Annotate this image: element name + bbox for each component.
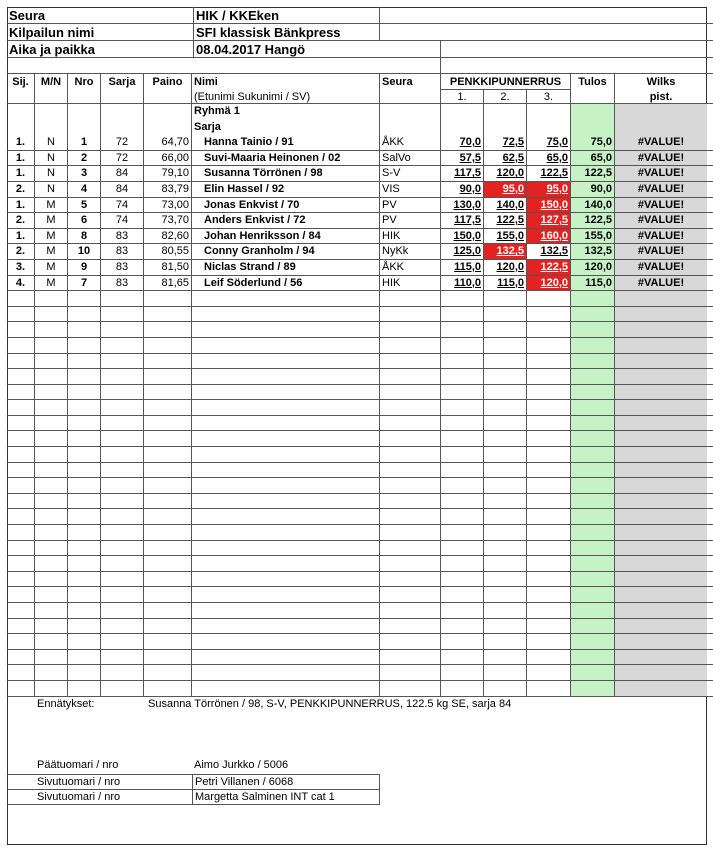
athlete-number: 3 [68,166,101,181]
empty-row [7,322,713,338]
athlete-class: 84 [101,182,144,197]
athlete-total: 140,0 [571,198,615,213]
col-attempt-3: 3. [527,90,571,103]
athlete-weight: 82,60 [144,229,192,244]
athlete-class: 74 [101,213,144,228]
attempt-2[interactable]: 120,0 [484,166,527,181]
empty-row [7,541,713,557]
aika-value[interactable]: 08.04.2017 Hangö [194,41,441,57]
athlete-club: S-V [380,166,441,181]
athlete-place: 3. [7,260,35,275]
attempt-3[interactable]: 160,0 [527,229,571,244]
athlete-number: 8 [68,229,101,244]
athlete-number: 2 [68,151,101,166]
athlete-total: 75,0 [571,135,615,150]
athlete-weight: 66,00 [144,151,192,166]
athlete-class: 83 [101,276,144,291]
attempt-3[interactable]: 127,5 [527,213,571,228]
athlete-gender: M [35,276,68,291]
athlete-row[interactable] [7,229,713,245]
seura-label: Seura [7,7,194,23]
group-ryhma: Ryhmä 1 [192,104,380,120]
athlete-total: 122,5 [571,213,615,228]
athlete-weight: 64,70 [144,135,192,150]
sivutuomari1-label: Sivutuomari / nro [37,775,121,788]
empty-row [7,587,713,603]
athlete-row[interactable] [7,244,713,260]
attempt-1[interactable]: 110,0 [441,276,484,291]
athlete-name: Anders Enkvist / 72 [192,213,380,228]
empty-row [7,400,713,416]
group-sarja: Sarja [192,120,380,136]
athlete-class: 84 [101,166,144,181]
attempt-1[interactable]: 70,0 [441,135,484,150]
athlete-number: 5 [68,198,101,213]
athlete-club: SalVo [380,151,441,166]
attempt-2[interactable]: 62,5 [484,151,527,166]
seura-value[interactable]: HIK / KKEken [194,7,380,23]
athlete-class: 83 [101,244,144,259]
athlete-name: Elin Hassel / 92 [192,182,380,197]
athlete-row[interactable] [7,213,713,229]
athlete-class: 83 [101,260,144,275]
judge-row-side2 [7,789,380,805]
athlete-weight: 73,00 [144,198,192,213]
wilks-points: #VALUE! [615,229,707,244]
athlete-weight: 80,55 [144,244,192,259]
attempt-3[interactable]: 122,5 [527,166,571,181]
empty-row [7,619,713,635]
attempt-2[interactable]: 155,0 [484,229,527,244]
attempt-3[interactable]: 75,0 [527,135,571,150]
attempt-3[interactable]: 132,5 [527,244,571,259]
athlete-number: 1 [68,135,101,150]
empty-row [7,385,713,401]
empty-row [7,525,713,541]
athlete-class: 72 [101,151,144,166]
athlete-gender: N [35,151,68,166]
records-row [7,697,713,713]
col-nimi-sub: (Etunimi Sukunimi / SV) [192,90,380,103]
athlete-club: ÅKK [380,260,441,275]
attempt-3[interactable]: 122,5 [527,260,571,275]
athlete-club: PV [380,213,441,228]
empty-row [7,556,713,572]
athlete-class: 74 [101,198,144,213]
judge-row-main [7,758,713,774]
athlete-gender: N [35,135,68,150]
athlete-weight: 81,65 [144,276,192,291]
athlete-place: 1. [7,151,35,166]
kilpailu-label: Kilpailun nimi [7,24,194,40]
athlete-name: Jonas Enkvist / 70 [192,198,380,213]
wilks-points: #VALUE! [615,244,707,259]
athlete-gender: M [35,229,68,244]
empty-row [7,338,713,354]
athlete-weight: 81,50 [144,260,192,275]
wilks-points: #VALUE! [615,260,707,275]
athlete-number: 9 [68,260,101,275]
athlete-row[interactable] [7,151,713,167]
athlete-place: 1. [7,166,35,181]
col-mn: M/N [35,74,68,90]
spacer-row [7,58,713,74]
attempt-1[interactable]: 115,0 [441,260,484,275]
wilks-points: #VALUE! [615,276,707,291]
athlete-club: ÅKK [380,135,441,150]
athlete-total: 90,0 [571,182,615,197]
meta-row-kilpailu [7,24,713,41]
empty-row [7,291,713,307]
athlete-total: 120,0 [571,260,615,275]
athlete-row[interactable] [7,182,713,198]
empty-row [7,431,713,447]
attempt-1[interactable]: 125,0 [441,244,484,259]
athlete-gender: M [35,260,68,275]
empty-row [7,665,713,681]
athlete-place: 1. [7,198,35,213]
attempt-2[interactable]: 140,0 [484,198,527,213]
athlete-place: 1. [7,135,35,150]
judge-row-side1 [7,774,380,790]
athlete-place: 2. [7,244,35,259]
athlete-number: 4 [68,182,101,197]
empty-row [7,416,713,432]
group-row-sarja [7,120,713,136]
records-label: Ennätykset: [37,697,95,710]
sivutuomari2-value[interactable]: Margetta Salminen INT cat 1 [192,790,380,804]
athlete-total: 122,5 [571,166,615,181]
athlete-gender: M [35,198,68,213]
aika-label: Aika ja paikka [7,41,194,57]
athlete-total: 65,0 [571,151,615,166]
col-nro: Nro [68,74,101,90]
empty-row [7,447,713,463]
column-header-row2 [7,90,713,104]
athlete-row[interactable] [7,276,713,292]
attempt-2[interactable]: 115,0 [484,276,527,291]
attempt-1[interactable]: 117,5 [441,166,484,181]
attempt-1[interactable]: 130,0 [441,198,484,213]
athlete-place: 2. [7,182,35,197]
attempt-2[interactable]: 95,0 [484,182,527,197]
attempt-3[interactable]: 95,0 [527,182,571,197]
empty-row [7,650,713,666]
athlete-gender: N [35,182,68,197]
col-lift: PENKKIPUNNERRUS [441,74,571,90]
empty-row [7,369,713,385]
attempt-2[interactable]: 132,5 [484,244,527,259]
athlete-row[interactable] [7,135,713,151]
empty-row [7,603,713,619]
athlete-number: 10 [68,244,101,259]
athlete-name: Conny Granholm / 94 [192,244,380,259]
wilks-points: #VALUE! [615,213,707,228]
empty-row [7,354,713,370]
empty-row [7,634,713,650]
athlete-club: VIS [380,182,441,197]
attempt-1[interactable]: 90,0 [441,182,484,197]
athlete-place: 2. [7,213,35,228]
athlete-club: PV [380,198,441,213]
empty-row [7,681,713,697]
athlete-gender: M [35,213,68,228]
attempt-2[interactable]: 120,0 [484,260,527,275]
group-row-ryhma [7,104,713,120]
athlete-club: NyKk [380,244,441,259]
col-sij: Sij. [7,74,35,90]
athlete-row[interactable] [7,260,713,276]
empty-row [7,463,713,479]
col-sarja: Sarja [101,74,144,90]
attempt-2[interactable]: 72,5 [484,135,527,150]
col-attempt-1: 1. [441,90,484,103]
empty-row [7,509,713,525]
athlete-gender: M [35,244,68,259]
wilks-points: #VALUE! [615,198,707,213]
athlete-place: 4. [7,276,35,291]
empty-row [7,307,713,323]
athlete-table [7,135,713,291]
athlete-total: 132,5 [571,244,615,259]
athlete-name: Hanna Tainio / 91 [192,135,380,150]
athlete-total: 155,0 [571,229,615,244]
wilks-points: #VALUE! [615,166,707,181]
col-paino: Paino [144,74,192,90]
athlete-name: Suvi-Maaria Heinonen / 02 [192,151,380,166]
athlete-weight: 73,70 [144,213,192,228]
attempt-3[interactable]: 150,0 [527,198,571,213]
athlete-name: Susanna Törrönen / 98 [192,166,380,181]
empty-row [7,572,713,588]
meta-row-seura [7,7,713,24]
meta-row-aika [7,41,713,58]
athlete-name: Leif Söderlund / 56 [192,276,380,291]
col-wilks-sub: pist. [649,91,673,103]
athlete-row[interactable] [7,198,713,214]
athlete-club: HIK [380,276,441,291]
result-sheet [7,7,713,805]
athlete-name: Niclas Strand / 89 [192,260,380,275]
athlete-number: 7 [68,276,101,291]
attempt-3[interactable]: 120,0 [527,276,571,291]
athlete-weight: 79,10 [144,166,192,181]
col-attempt-2: 2. [484,90,527,103]
athlete-class: 72 [101,135,144,150]
athlete-weight: 83,79 [144,182,192,197]
col-wilks: Wilks [646,76,676,88]
paatuomari-label: Päätuomari / nro [37,759,119,772]
col-tulos: Tulos [571,74,615,90]
col-nimi: Nimi [192,74,380,90]
wilks-points: #VALUE! [615,182,707,197]
attempt-1[interactable]: 57,5 [441,151,484,166]
empty-row [7,478,713,494]
athlete-row[interactable] [7,166,713,182]
kilpailu-value[interactable]: SFI klassisk Bänkpress [194,24,380,40]
athlete-club: HIK [380,229,441,244]
records-value[interactable]: Susanna Törrönen / 98, S-V, PENKKIPUNNERRUS, 122.5 kg SE, sarja 84 [148,697,512,710]
sivutuomari1-value[interactable]: Petri Villanen / 6068 [192,775,380,790]
sivutuomari2-label: Sivutuomari / nro [37,791,121,804]
athlete-name: Johan Henriksson / 84 [192,229,380,244]
athlete-class: 83 [101,229,144,244]
column-header-row1 [7,74,713,90]
empty-row [7,494,713,510]
attempt-2[interactable]: 122,5 [484,213,527,228]
attempt-1[interactable]: 150,0 [441,229,484,244]
wilks-points: #VALUE! [615,151,707,166]
athlete-total: 115,0 [571,276,615,291]
attempt-3[interactable]: 65,0 [527,151,571,166]
paatuomari-value[interactable]: Aimo Jurkko / 5006 [194,759,289,772]
empty-rows [7,291,713,696]
attempt-1[interactable]: 117,5 [441,213,484,228]
wilks-points: #VALUE! [615,135,707,150]
col-seura: Seura [380,74,441,90]
athlete-gender: N [35,166,68,181]
athlete-number: 6 [68,213,101,228]
athlete-place: 1. [7,229,35,244]
